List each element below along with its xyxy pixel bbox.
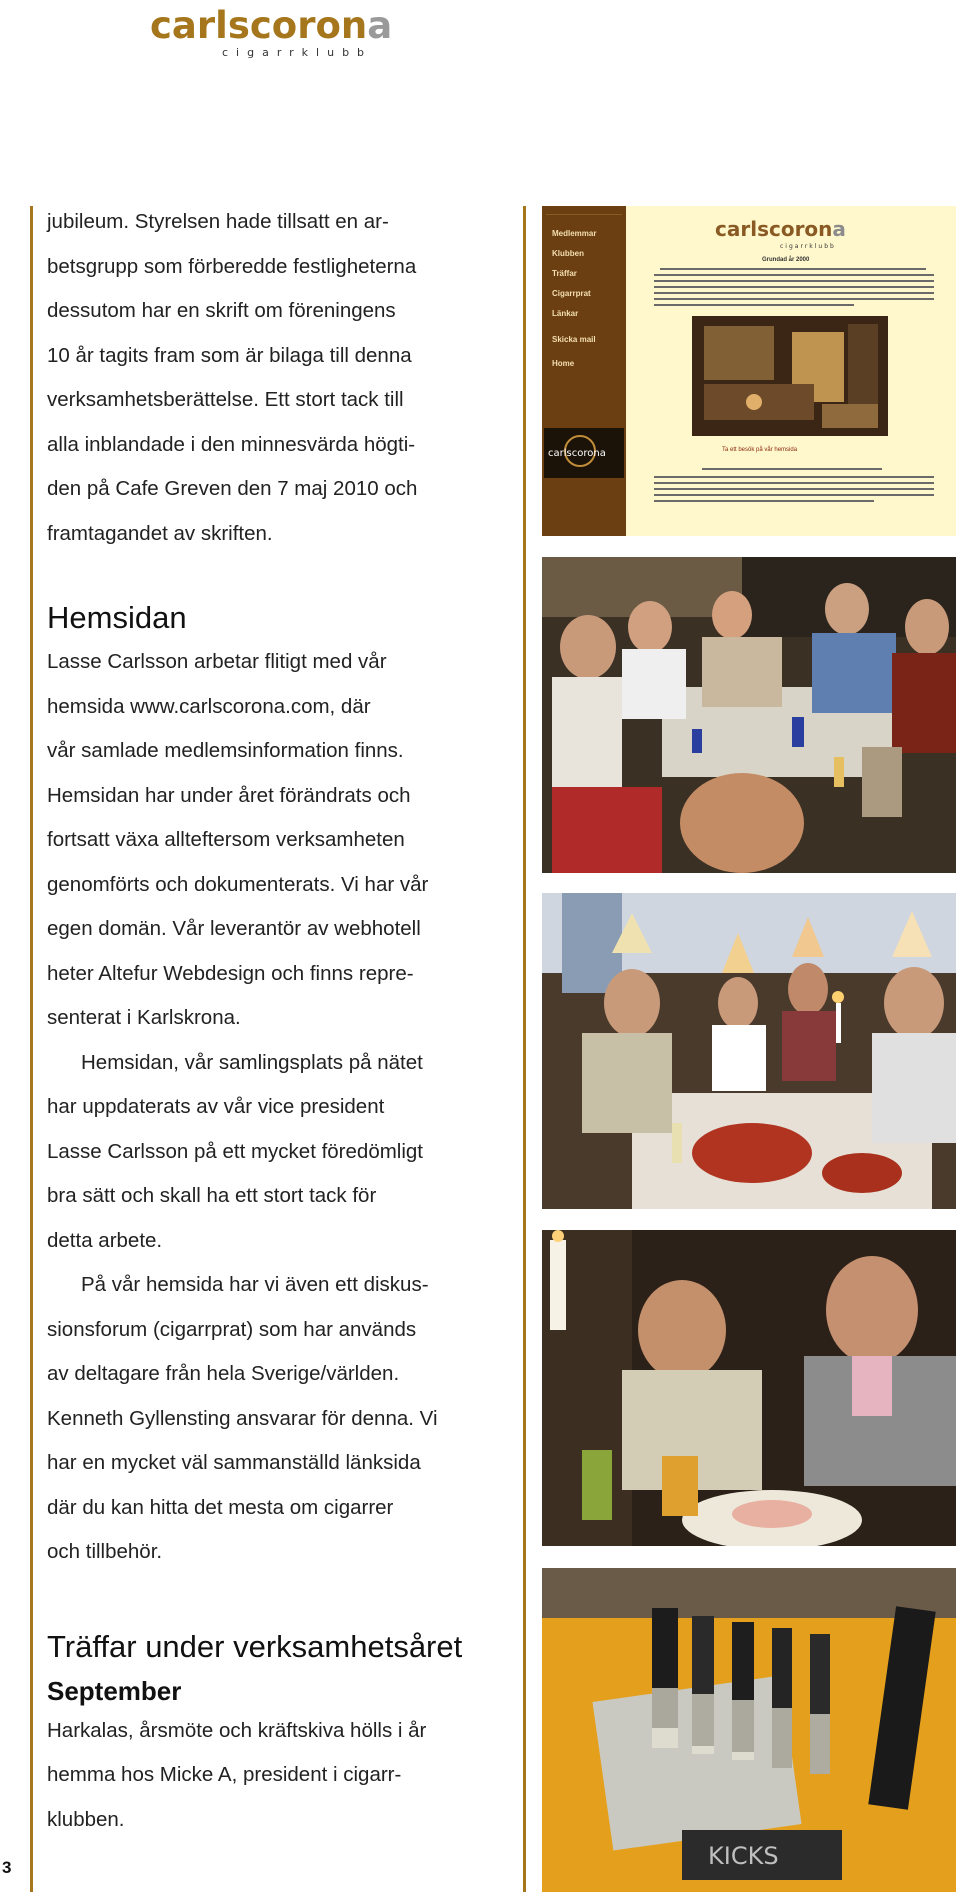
text-line: jubileum. Styrelsen hade tillsatt en ar-	[47, 210, 389, 233]
text-line: detta arbete.	[47, 1228, 163, 1252]
text-line: Lasse Carlsson arbetar flitigt med vår	[47, 650, 387, 673]
text-line: den på Cafe Greven den 7 maj 2010 och	[47, 477, 418, 500]
text-line: Kenneth Gyllensting ansvarar för denna. Vi	[47, 1406, 438, 1430]
text-line: har en mycket väl sammanställd länksida	[47, 1451, 421, 1474]
photo-crayfish-party	[542, 893, 956, 1209]
photo-men-eating	[542, 1230, 956, 1546]
text-line: bra sätt och skall ha ett stort tack för	[47, 1184, 377, 1207]
text-line: betsgrupp som förberedde festligheterna	[47, 254, 417, 278]
photo-perfume-bottles	[542, 1568, 956, 1892]
text-line: 10 år tagits fram som är bilaga till denna	[47, 343, 412, 367]
page-number: 3	[2, 1858, 12, 1877]
kicks-label: KICKS	[708, 1842, 779, 1870]
site-caption-text: Ta ett besök på vår hemsida	[722, 447, 798, 453]
text-line: Lasse Carlsson på ett mycket föredömligt	[47, 1139, 423, 1163]
right-column-rule	[523, 206, 526, 1892]
text-line: där du kan hitta det mesta om cigarrer	[47, 1495, 394, 1519]
text-line: fortsatt växa allteftersom verksamheten	[47, 828, 405, 851]
text-line: verksamhetsberättelse. Ett stort tack till	[47, 388, 404, 411]
text-line: av deltagare från hela Sverige/världen.	[47, 1362, 400, 1385]
text-line: klubben.	[47, 1807, 125, 1831]
text-line: heter Altefur Webdesign och finns repre-	[47, 961, 414, 985]
text-line: och tillbehör.	[47, 1540, 163, 1563]
site-menu-item: Länkar	[552, 309, 579, 318]
text-line: har uppdaterats av vår vice president	[47, 1095, 385, 1118]
logo-wordmark: carlscorona	[150, 4, 393, 47]
text-line: senterat i Karlskrona.	[47, 1006, 241, 1029]
text-line: dessutom har en skrift om föreningens	[47, 299, 396, 322]
section-heading-traffar: Träffar under verksamhetsåret	[47, 1628, 463, 1664]
site-founded-text: Grundad år 2000	[762, 257, 810, 263]
text-line: alla inblandade i den minnesvärda högti-	[47, 432, 416, 456]
text-line: hemsida www.carlscorona.com, där	[47, 694, 371, 718]
site-menu-item: Klubben	[552, 249, 584, 258]
svg-text:cigarrklubb: cigarrklubb	[780, 243, 836, 250]
text-line: hemma hos Micke A, president i cigarr-	[47, 1763, 402, 1786]
text-line: sionsforum (cigarrprat) som har används	[47, 1317, 417, 1341]
text-line: genomförts och dokumenterats. Vi har vår	[47, 872, 429, 896]
site-badge-text: carlscorona	[548, 448, 606, 459]
subheading-september: September	[47, 1675, 182, 1706]
header-logo	[150, 6, 420, 60]
text-line: egen domän. Vår leverantör av webhotell	[47, 917, 421, 940]
text-line: Harkalas, årsmöte och kräftskiva hölls i år	[47, 1718, 427, 1742]
left-column-rule	[30, 206, 33, 1892]
site-menu-item: Skicka mail	[552, 335, 596, 344]
body-text-column	[47, 200, 487, 1842]
site-menu-item: Medlemmar	[552, 229, 597, 238]
text-line: På vår hemsida har vi även ett diskus-	[81, 1273, 429, 1296]
text-line: Hemsidan, vår samlingsplats på nätet	[81, 1050, 423, 1074]
svg-text:carlscorona: carlscorona	[715, 217, 846, 241]
website-screenshot-image	[542, 206, 956, 536]
site-menu-item: Home	[552, 359, 575, 368]
logo-subtitle: cigarrklubb	[222, 46, 373, 59]
text-line: framtagandet av skriften.	[47, 521, 273, 545]
section-heading-hemsidan: Hemsidan	[47, 600, 187, 635]
text-line: vår samlade medlemsinformation finns.	[47, 739, 404, 762]
site-menu-item: Cigarrprat	[552, 289, 591, 298]
photo-outdoor-meeting	[542, 557, 956, 873]
text-line: Hemsidan har under året förändrats och	[47, 783, 411, 807]
site-menu-item: Träffar	[552, 269, 577, 278]
